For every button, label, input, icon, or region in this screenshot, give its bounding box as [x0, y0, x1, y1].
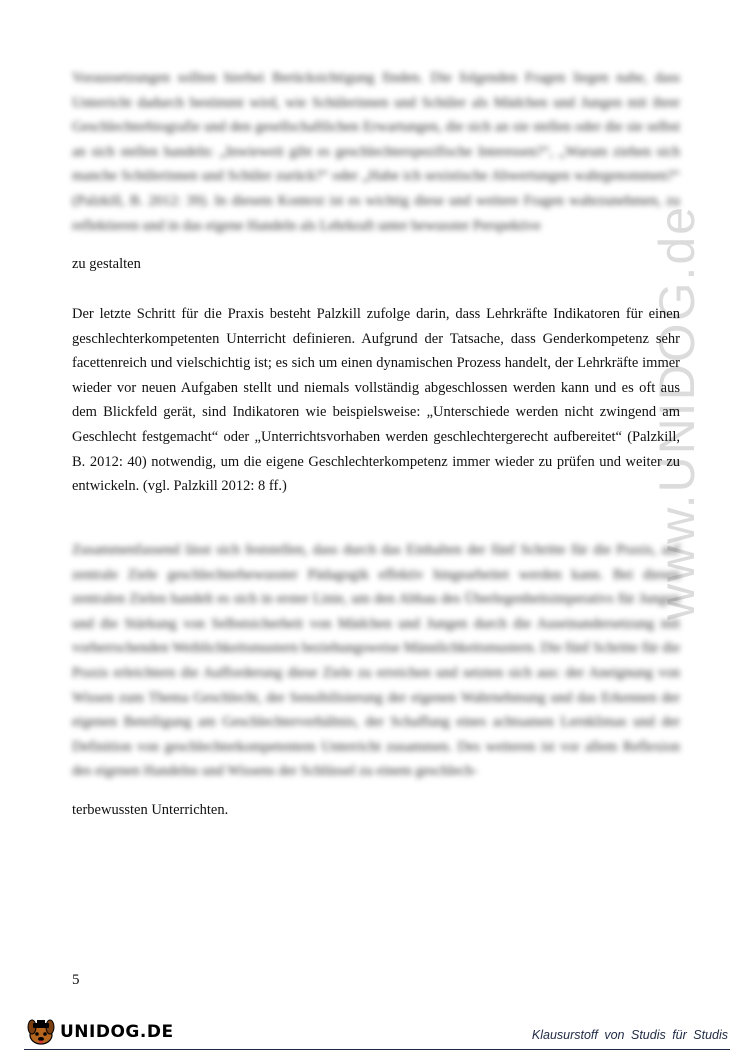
footer	[0, 1014, 750, 1060]
paragraph-3-end: terbewussten Unterrichten.	[72, 802, 229, 818]
paragraph-1-end: zu gestalten	[72, 256, 141, 272]
paragraph-1-blurred: Voraussetzungen sollten hierbei Berücksichtigung finden. Die folgenden Fragen liegen nahe, dass Unterricht dadurch bestimmt wird, wie Schülerinnen und Schüler als Mädchen und Jungen mit ihrer Geschlechterbiografie und den gesellschaftlichen Erwartungen, die sich an sie stellen oder die sie selbst an sich stellen handeln: „Inwieweit gibt es geschlechterspezifische Interessen?“, „Warum ziehen sich manche Schülerinnen und Schüler zurück?“ oder „Habe ich sexistische Abwertungen wahrgenommen?“ (Palzkill, B. 2012: 39). In diesem Kontext ist es wichtig diese und weitere Fragen wahrzunehmen, zu reflektieren und in das eigene Handeln als Lehrkraft unter bewusster Perspektive	[72, 70, 680, 234]
dog-icon	[24, 1017, 58, 1047]
watermark: www.UNIDOG.de	[649, 205, 705, 620]
footer-tagline: Klausurstoff von Studis für Studis	[531, 1028, 728, 1042]
paragraph-3-blurred: Zusammenfassend lässt sich feststellen, dass durch das Einhalten der fünf Schritte für die Praxis, auf zentrale Ziele geschlechterbewusster Pädagogik effektiv hingearbeitet werden kann. Bei diesen zentralen Zielen handelt es sich in erster Linie, um den Abbau des Überlegenheitsimperativs für Jungen und die Stärkung von Selbstsicherheit von Mädchen und Jungen durch die Auseinandersetzung mit vorherrschenden Weiblichkeitsmustern beziehungsweise Männlichkeitsmustern. Die fünf Schritte für die Praxis erleichtern die Aufforderung diese Ziele zu erreichen und setzten sich aus: der Aneignung von Wissen zum Thema Geschlecht, der Sensibilisierung der eigenen Wahrnehmung und das Erkennen der eigenen Beteiligung am Geschlechterverhältnis, der Schaffung eines achtsamen Lernklimas und der Definition von geschlechterkompetentem Unterricht zusammen. Des weiteren ist vor allem Reflexion des eigenen Handelns und Wissens der Schlüssel zu einem geschlech-	[72, 542, 680, 780]
footer-divider	[24, 1049, 730, 1050]
logo-text: UNIDOG.DE	[60, 1022, 174, 1042]
page-number: 5	[72, 972, 80, 988]
unidog-logo	[24, 1016, 174, 1048]
paragraph-2: Der letzte Schritt für die Praxis besteht Palzkill zufolge darin, dass Lehrkräfte Indikatoren für einen geschlechterkompetenten Unterricht definieren. Aufgrund der Tatsache, dass Genderkompetenz sehr facettenreich und vielschichtig ist; es sich um einen dynamischen Prozess handelt, der Lehrkräfte immer wieder vor neuen Aufgaben stellt und niemals vollständig abgeschlossen werden kann und es oft aus dem Blickfeld gerät, sind Indikatoren wie beispielsweise: „Unterschiede werden nicht zwingend am Geschlecht festgemacht“ oder „Unterrichtsvorhaben werden geschlechtergerecht aufbereitet“ (Palzkill, B. 2012: 40) notwendig, um die eigene Geschlechterkompetenz immer wieder zu prüfen und weiter zu entwickeln. (vgl. Palzkill 2012: 8 ff.)	[72, 306, 680, 495]
